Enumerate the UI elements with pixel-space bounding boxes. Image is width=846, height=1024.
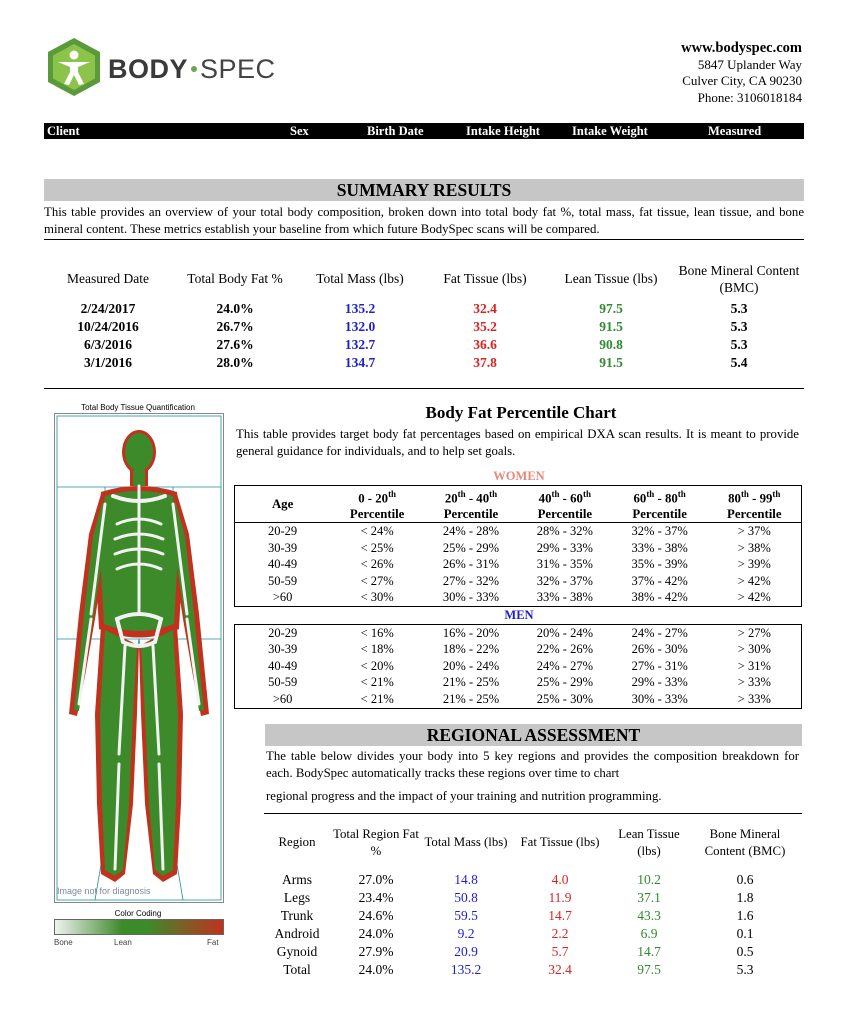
table-row — [264, 907, 802, 925]
region-fat: 2.2 — [551, 926, 569, 941]
reg-col-region: Region — [278, 835, 316, 850]
pct-cell: < 25% — [360, 540, 394, 555]
lean-tissue: 90.8 — [599, 337, 623, 352]
client-label: Client — [47, 124, 80, 138]
pct-cell: > 27% — [737, 625, 771, 640]
region-bmc: 0.6 — [736, 872, 754, 887]
pct-col-40-60 — [518, 486, 612, 523]
reg-col-mass: Total Mass (lbs) — [424, 835, 508, 850]
region-mass: 50.8 — [454, 890, 478, 905]
summary-description: This table provides an overview of your total body composition, broken down into total body fat %, total mass, fat tissue, lean tissue, and bone mineral content. These metrics establish your baseline from which future BodySpec scans will be compared. — [44, 205, 804, 236]
bmc: 5.4 — [730, 355, 748, 370]
color-coding-title: Color Coding — [114, 909, 162, 918]
region-bmc: 1.6 — [736, 908, 754, 923]
pct-col-sup: th — [457, 489, 466, 499]
lean-tissue: 97.5 — [599, 301, 623, 316]
fat-tissue: 32.4 — [473, 301, 497, 316]
region-fat: 14.7 — [548, 908, 572, 923]
body-fat-pct: 28.0% — [216, 355, 254, 370]
pct-col-range2: - 99 — [748, 491, 773, 506]
intake-weight-label: Intake Weight — [572, 124, 648, 138]
table-row — [264, 961, 802, 979]
address-line1: 5847 Uplander Way — [697, 56, 802, 72]
fat-tissue: 35.2 — [473, 319, 497, 334]
pct-col-range2: - 60 — [559, 491, 583, 506]
region-lean: 14.7 — [637, 944, 661, 959]
women-percentile-table — [234, 485, 802, 607]
sex-label: Sex — [290, 124, 309, 138]
measured-date: 3/1/2016 — [83, 355, 132, 370]
pct-cell: 29% - 33% — [631, 675, 688, 690]
pct-cell: 25% - 29% — [442, 540, 500, 555]
scan-title: Total Body Tissue Quantification — [81, 403, 195, 412]
pct-cell: 32% - 37% — [631, 524, 688, 539]
brand-light: SPEC — [200, 54, 276, 84]
reg-col-bmc: Bone Mineral Content (BMC) — [704, 827, 786, 858]
pct-col-range: 80 — [728, 491, 741, 506]
region-name: Gynoid — [276, 944, 318, 959]
summary-col-bmc: Bone Mineral Content (BMC) — [678, 263, 800, 295]
legend-bone: Bone — [54, 938, 73, 947]
table-row — [44, 354, 804, 372]
women-label: WOMEN — [493, 469, 545, 483]
age-range: >60 — [272, 691, 293, 706]
summary-col-fat: Fat Tissue (lbs) — [443, 271, 527, 286]
pct-col-60-80 — [612, 486, 708, 523]
pct-col-80-99 — [708, 486, 802, 523]
men-percentile-table — [234, 624, 802, 709]
summary-header-row — [44, 262, 804, 300]
pct-col-sup: th — [551, 489, 560, 499]
client-info-bar — [44, 123, 804, 139]
body-fat-pct: 27.6% — [216, 337, 254, 352]
pct-col-sup: th — [388, 489, 397, 499]
pct-cell: 32% - 37% — [536, 573, 593, 588]
pct-col-range: 20 — [444, 491, 458, 506]
pct-cell: > 42% — [737, 573, 771, 588]
pct-col-label: Percentile — [443, 507, 499, 522]
pct-cell: 27% - 32% — [442, 573, 500, 588]
total-mass: 132.7 — [344, 337, 376, 352]
brand-dot — [191, 66, 197, 72]
age-range: >60 — [272, 590, 293, 605]
pct-cell: < 30% — [360, 590, 394, 605]
region-name: Legs — [283, 890, 311, 905]
pct-col-sup: th — [646, 489, 655, 499]
region-fat: 32.4 — [548, 962, 572, 977]
body-scan-figure — [55, 414, 223, 902]
pct-col-sup2: th — [582, 489, 591, 499]
regional-title: REGIONAL ASSESSMENT — [265, 724, 802, 746]
age-range: 40-49 — [268, 557, 298, 572]
age-range: 40-49 — [268, 658, 298, 673]
table-row — [44, 318, 804, 336]
scan-disclaimer: Image not for diagnosis — [57, 886, 151, 896]
pct-cell: 30% - 33% — [631, 691, 688, 706]
summary-top-divider — [44, 239, 804, 240]
pct-cell: > 39% — [737, 557, 771, 572]
table-row — [235, 573, 802, 590]
table-row — [235, 589, 802, 606]
region-mass: 20.9 — [454, 944, 478, 959]
pct-col-label: Percentile — [727, 507, 782, 522]
region-bmc: 0.5 — [736, 944, 754, 959]
summary-table — [44, 262, 804, 372]
region-fat: 4.0 — [551, 872, 569, 887]
region-mass: 135.2 — [450, 962, 482, 977]
measured-date: 6/3/2016 — [83, 337, 132, 352]
region-name: Total — [283, 962, 311, 977]
pct-cell: > 33% — [737, 691, 771, 706]
pct-cell: 35% - 39% — [631, 557, 688, 572]
region-fat-pct: 24.6% — [358, 908, 394, 923]
birth-date-label: Birth Date — [367, 124, 424, 138]
pct-cell: > 37% — [737, 524, 771, 539]
age-range: 30-39 — [268, 642, 298, 657]
region-lean: 43.3 — [637, 908, 661, 923]
lean-tissue: 91.5 — [599, 355, 623, 370]
regional-header-row — [264, 826, 802, 871]
pct-col-range2: - 80 — [654, 491, 678, 506]
pct-cell: < 20% — [360, 658, 394, 673]
age-range: 20-29 — [268, 625, 298, 640]
region-bmc: 0.1 — [736, 926, 754, 941]
total-mass: 132.0 — [344, 319, 376, 334]
measured-label: Measured — [708, 124, 762, 138]
measured-date: 2/24/2017 — [80, 301, 136, 316]
pct-cell: 21% - 25% — [442, 675, 500, 690]
pct-col-20-40 — [424, 486, 518, 523]
region-bmc: 1.8 — [736, 890, 754, 905]
pct-cell: 16% - 20% — [442, 625, 500, 640]
regional-description-1: The table below divides your body into 5 key regions and provides the composition breakdown for each. BodySpec automatically tracks these regions over time to chart — [266, 749, 799, 780]
pct-cell: 28% - 32% — [536, 524, 593, 539]
reg-col-lean: Lean Tissue (lbs) — [618, 827, 680, 858]
pct-cell: 24% - 28% — [442, 524, 500, 539]
pct-cell: < 16% — [360, 625, 394, 640]
region-fat: 5.7 — [551, 944, 569, 959]
percentile-description: This table provides target body fat percentages based on empirical DXA scan results. It is meant to provide general guidance for individuals, and to help set goals. — [236, 427, 799, 458]
pct-cell: 31% - 35% — [536, 557, 593, 572]
men-label: MEN — [504, 608, 534, 622]
pct-cell: 24% - 27% — [631, 625, 688, 640]
summary-col-bodyfat: Total Body Fat % — [187, 271, 283, 286]
table-row — [264, 925, 802, 943]
summary-col-date: Measured Date — [66, 271, 150, 286]
table-row — [235, 642, 802, 659]
pct-cell: < 18% — [360, 642, 394, 657]
age-range: 20-29 — [268, 524, 298, 539]
reg-col-fatpct: Total Region Fat % — [333, 827, 419, 858]
region-name: Trunk — [280, 908, 314, 923]
region-fat-pct: 27.0% — [358, 872, 394, 887]
brand-bold: BODY — [108, 54, 189, 84]
table-row — [235, 540, 802, 557]
bmc: 5.3 — [730, 301, 748, 316]
pct-col-label: Percentile — [349, 507, 405, 522]
percentile-header-row — [235, 486, 802, 523]
table-row — [235, 523, 802, 540]
pct-cell: < 26% — [360, 557, 394, 572]
pct-col-range2: - 40 — [465, 491, 490, 506]
region-bmc: 5.3 — [736, 962, 754, 977]
pct-cell: 26% - 30% — [631, 642, 688, 657]
pct-col-sup2: th — [677, 489, 686, 499]
regional-divider — [264, 813, 802, 814]
pct-col-0-20 — [330, 486, 424, 523]
body-fat-pct: 24.0% — [216, 301, 254, 316]
region-lean: 97.5 — [637, 962, 661, 977]
pct-cell: 20% - 24% — [536, 625, 593, 640]
total-mass: 134.7 — [344, 355, 376, 370]
pct-cell: > 30% — [737, 642, 771, 657]
region-mass: 14.8 — [454, 872, 478, 887]
region-lean: 10.2 — [637, 872, 661, 887]
region-mass: 59.5 — [454, 908, 478, 923]
table-row — [264, 889, 802, 907]
pct-col-range: 0 - 20 — [358, 491, 389, 506]
pct-cell: 18% - 22% — [442, 642, 500, 657]
table-row — [264, 871, 802, 889]
age-range: 30-39 — [268, 540, 298, 555]
pct-col-sup2: th — [489, 489, 498, 499]
pct-cell: > 31% — [737, 658, 771, 673]
pct-cell: 25% - 30% — [536, 691, 593, 706]
table-row — [44, 336, 804, 354]
table-row — [264, 943, 802, 961]
pct-cell: 21% - 25% — [442, 691, 500, 706]
pct-cell: < 21% — [360, 675, 394, 690]
pct-cell: 33% - 38% — [631, 540, 688, 555]
region-fat-pct: 27.9% — [358, 944, 394, 959]
intake-height-label: Intake Height — [466, 124, 540, 138]
body-fat-pct: 26.7% — [216, 319, 254, 334]
table-row — [235, 691, 802, 708]
pct-cell: > 38% — [737, 540, 771, 555]
pct-cell: < 27% — [360, 573, 394, 588]
reg-col-fat: Fat Tissue (lbs) — [520, 835, 600, 850]
region-fat-pct: 23.4% — [358, 890, 394, 905]
color-coding-gradient — [54, 919, 224, 935]
pct-cell: < 24% — [360, 524, 394, 539]
bmc: 5.3 — [730, 319, 748, 334]
pct-col-label: Percentile — [632, 507, 687, 522]
pct-cell: 37% - 42% — [631, 573, 688, 588]
legend-lean: Lean — [114, 938, 132, 947]
pct-cell: < 21% — [360, 691, 394, 706]
pct-cell: 25% - 29% — [536, 675, 593, 690]
fat-tissue: 36.6 — [473, 337, 497, 352]
age-range: 50-59 — [268, 573, 298, 588]
pct-cell: 38% - 42% — [631, 590, 688, 605]
logo-hexagon-icon — [44, 36, 104, 98]
fat-tissue: 37.8 — [473, 355, 497, 370]
pct-cell: 27% - 31% — [631, 658, 688, 673]
summary-bottom-divider — [44, 388, 804, 389]
region-lean: 6.9 — [640, 926, 658, 941]
pct-cell: 22% - 26% — [536, 642, 593, 657]
region-lean: 37.1 — [637, 890, 661, 905]
region-name: Arms — [282, 872, 312, 887]
pct-col-range: 40 — [538, 491, 552, 506]
pct-col-label: Percentile — [537, 507, 593, 522]
regional-description-2: regional progress and the impact of your training and nutrition programming. — [266, 789, 662, 803]
bmc: 5.3 — [730, 337, 748, 352]
pct-col-sup: th — [740, 489, 749, 499]
pct-col-sup2: th — [772, 489, 781, 499]
region-fat-pct: 24.0% — [358, 926, 394, 941]
region-name: Android — [274, 926, 320, 941]
regional-table — [264, 826, 802, 979]
website[interactable]: www.bodyspec.com — [681, 40, 802, 56]
summary-col-lean: Lean Tissue (lbs) — [564, 271, 658, 286]
brand-wordmark — [108, 54, 276, 85]
body-scan-image — [54, 413, 224, 903]
pct-cell: 24% - 27% — [536, 658, 593, 673]
summary-title: SUMMARY RESULTS — [44, 179, 804, 201]
contact-info — [681, 40, 802, 106]
pct-cell: 30% - 33% — [442, 590, 500, 605]
phone: Phone: 3106018184 — [697, 89, 802, 105]
measured-date: 10/24/2016 — [77, 319, 139, 334]
percentile-title: Body Fat Percentile Chart — [425, 403, 617, 422]
total-mass: 135.2 — [344, 301, 376, 316]
pct-cell: 29% - 33% — [536, 540, 593, 555]
address-line2: Culver City, CA 90230 — [682, 73, 802, 88]
pct-cell: 33% - 38% — [536, 590, 593, 605]
region-fat: 11.9 — [548, 890, 572, 905]
region-fat-pct: 24.0% — [358, 962, 394, 977]
pct-cell: > 42% — [737, 590, 771, 605]
pct-cell: > 33% — [737, 675, 771, 690]
legend-fat: Fat — [207, 938, 219, 947]
region-mass: 9.2 — [457, 926, 475, 941]
table-row — [235, 658, 802, 675]
age-range: 50-59 — [268, 675, 298, 690]
age-header: Age — [271, 496, 294, 511]
lean-tissue: 91.5 — [599, 319, 623, 334]
pct-col-range: 60 — [633, 491, 647, 506]
table-row — [44, 300, 804, 318]
table-row — [235, 675, 802, 692]
pct-cell: 20% - 24% — [442, 658, 500, 673]
table-row — [235, 556, 802, 573]
summary-col-mass: Total Mass (lbs) — [316, 271, 404, 286]
table-row — [235, 625, 802, 642]
pct-cell: 26% - 31% — [442, 557, 500, 572]
